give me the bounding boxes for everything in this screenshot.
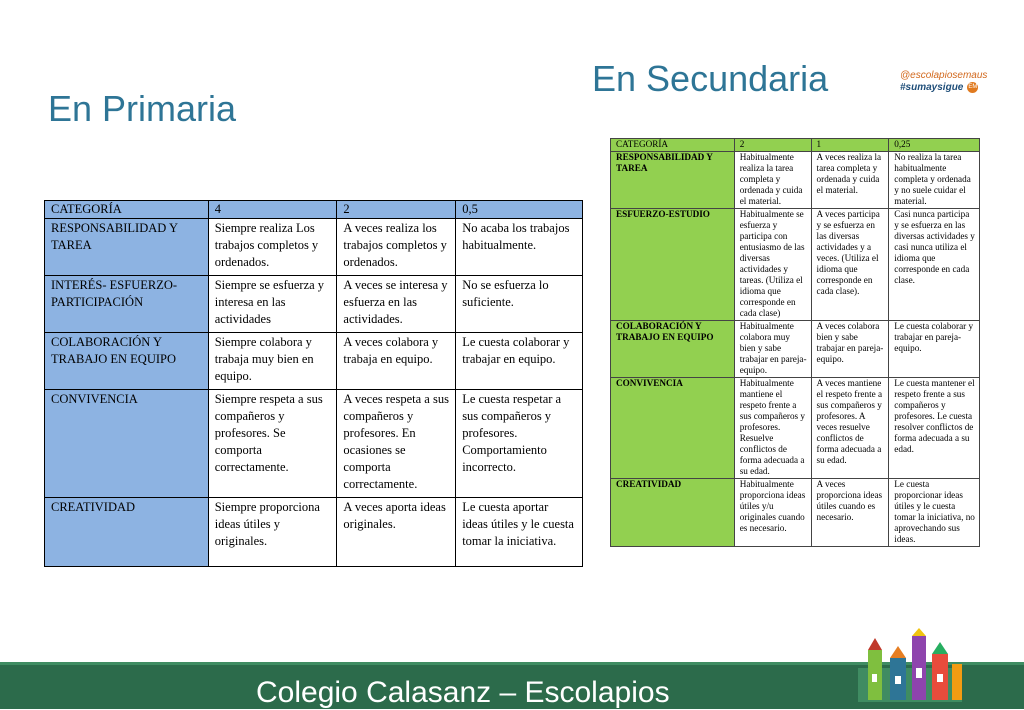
- table-cell: A veces aporta ideas originales.: [337, 498, 456, 567]
- table-cell: A veces participa y se esfuerza en las diversas actividades y a veces. (Utiliza el idioma que corresponde en cada clase).: [811, 209, 889, 321]
- category-cell: COLABORACIÓN Y TRABAJO EN EQUIPO: [45, 333, 209, 390]
- table-cell: Le cuesta respetar a sus compañeros y profesores. Comportamiento incorrecto.: [456, 390, 583, 498]
- school-building-logo-icon: [850, 628, 970, 704]
- table-row: [45, 276, 583, 333]
- table-cell: Habitualmente mantiene el respeto frente a sus compañeros y profesores. Resuelve conflictos de forma adecuada a su edad.: [734, 378, 811, 479]
- table-cell: A veces mantiene el respeto frente a sus compañeros y profesores. A veces resuelve conflictos de forma adecuada a su edad.: [811, 378, 889, 479]
- category-cell: RESPONSABILIDAD Y TAREA: [611, 152, 735, 209]
- footer-school-name: Colegio Calasanz – Escolapios: [256, 676, 670, 709]
- category-cell: INTERÉS- ESFUERZO- PARTICIPACIÓN: [45, 276, 209, 333]
- secundaria-title: En Secundaria: [592, 58, 829, 99]
- table-cell: Le cuesta colaborar y trabajar en pareja-equipo.: [889, 321, 980, 378]
- table-cell: A veces se interesa y esfuerza en las actividades.: [337, 276, 456, 333]
- table-cell: Siempre realiza Los trabajos completos y ordenados.: [208, 219, 337, 276]
- social-tags: [900, 70, 987, 94]
- header-cell: 4: [208, 201, 337, 219]
- table-cell: No se esfuerza lo suficiente.: [456, 276, 583, 333]
- social-hashtag: #sumaysigue: [900, 82, 964, 94]
- header-cell: 0,5: [456, 201, 583, 219]
- table-cell: A veces colabora bien y sabe trabajar en pareja-equipo.: [811, 321, 889, 378]
- table-cell: Habitualmente se esfuerza y participa con entusiasmo de las diversas actividades y tareas. (Utiliza el idioma que corresponde en cada clase): [734, 209, 811, 321]
- table-row: [45, 498, 583, 567]
- category-cell: CREATIVIDAD: [45, 498, 209, 567]
- header-cell: 0,25: [889, 139, 980, 152]
- header-cell: CATEGORÍA: [611, 139, 735, 152]
- table-header-row: [45, 201, 583, 219]
- table-cell: No realiza la tarea habitualmente completa y ordenada y no suele cuidar el material.: [889, 152, 980, 209]
- table-cell: Habitualmente realiza la tarea completa y ordenada y cuida el material.: [734, 152, 811, 209]
- header-cell: 2: [734, 139, 811, 152]
- table-row: [45, 333, 583, 390]
- table-cell: A veces respeta a sus compañeros y profesores. En ocasiones se comporta correctamente.: [337, 390, 456, 498]
- table-cell: Siempre proporciona ideas útiles y originales.: [208, 498, 337, 567]
- header-cell: CATEGORÍA: [45, 201, 209, 219]
- table-cell: Casi nunca participa y se esfuerza en las diversas actividades y casi nunca utiliza el idioma que corresponde en cada clase.: [889, 209, 980, 321]
- category-cell: ESFUERZO-ESTUDIO: [611, 209, 735, 321]
- table-cell: A veces realiza la tarea completa y ordenada y cuida el material.: [811, 152, 889, 209]
- category-cell: COLABORACIÓN Y TRABAJO EN EQUIPO: [611, 321, 735, 378]
- table-row: [611, 378, 980, 479]
- social-handle: @escolapiosemaus: [900, 70, 988, 81]
- table-cell: Siempre colabora y trabaja muy bien en equipo.: [208, 333, 337, 390]
- table-cell: Le cuesta mantener el respeto frente a sus compañeros y profesores. Le cuesta resolver conflictos de forma adecuada a su edad.: [889, 378, 980, 479]
- table-cell: Siempre respeta a sus compañeros y profesores. Se comporta correctamente.: [208, 390, 337, 498]
- category-cell: CONVIVENCIA: [45, 390, 209, 498]
- table-cell: Le cuesta colaborar y trabajar en equipo.: [456, 333, 583, 390]
- category-cell: CREATIVIDAD: [611, 479, 735, 547]
- table-row: [45, 219, 583, 276]
- table-row: [611, 479, 980, 547]
- table-cell: A veces colabora y trabaja en equipo.: [337, 333, 456, 390]
- table-cell: A veces proporciona ideas útiles cuando es necesario.: [811, 479, 889, 547]
- header-cell: 2: [337, 201, 456, 219]
- table-header-row: [611, 139, 980, 152]
- table-cell: Habitualmente proporciona ideas útiles y/u originales cuando es necesario.: [734, 479, 811, 547]
- table-row: [45, 390, 583, 498]
- primaria-rubric-table: [44, 200, 583, 567]
- table-cell: Le cuesta aportar ideas útiles y le cuesta tomar la iniciativa.: [456, 498, 583, 567]
- table-cell: Le cuesta proporcionar ideas útiles y le cuesta tomar la iniciativa, no aprovechando sus ideas.: [889, 479, 980, 547]
- table-row: [611, 209, 980, 321]
- table-cell: No acaba los trabajos habitualmente.: [456, 219, 583, 276]
- primaria-title: En Primaria: [48, 88, 237, 129]
- school-badge-icon: EM: [967, 82, 978, 93]
- table-row: [611, 321, 980, 378]
- secundaria-rubric-table: [610, 138, 980, 547]
- category-cell: CONVIVENCIA: [611, 378, 735, 479]
- table-cell: A veces realiza los trabajos completos y ordenados.: [337, 219, 456, 276]
- table-cell: Siempre se esfuerza y interesa en las actividades: [208, 276, 337, 333]
- table-row: [611, 152, 980, 209]
- category-cell: RESPONSABILIDAD Y TAREA: [45, 219, 209, 276]
- table-cell: Habitualmente colabora muy bien y sabe trabajar en pareja-equipo.: [734, 321, 811, 378]
- header-cell: 1: [811, 139, 889, 152]
